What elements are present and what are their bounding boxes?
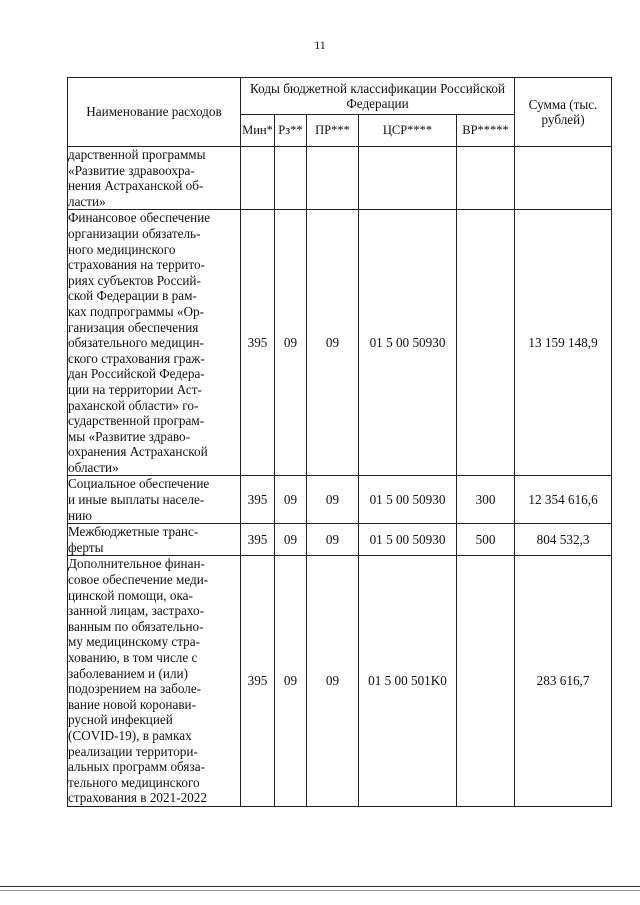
expense-name [68,476,241,524]
amount-value: 12 354 616,6 [515,476,612,524]
code-csr [359,147,457,210]
expense-name-line: страхования на террито- [68,257,205,273]
expense-name-line: области» [68,459,119,475]
expense-name-line: ского страхования граж- [68,350,205,366]
expense-name-line: русной инфекцией [68,712,173,728]
expense-name-line: тельного медицинского [68,774,200,790]
expense-name-line: цинской помощи, ока- [68,587,193,603]
expense-name-line: дарственной программы [68,147,206,162]
code-pr: 09 [307,210,359,476]
expense-name-line: ного медицинского [68,241,176,257]
header-pr: ПР*** [307,115,359,147]
code-pr: 09 [307,556,359,807]
expense-name-line: страхования в 2021-2022 [68,790,207,806]
code-vr: 500 [457,524,515,556]
expense-name-line: охранения Астраханской [68,444,208,460]
table-row [68,556,612,807]
expense-name [68,147,241,210]
code-min: 395 [241,210,275,476]
code-vr [457,556,515,807]
code-vr [457,147,515,210]
expense-name-line: ласти» [68,193,106,209]
expense-name-line: организации обязатель- [68,225,201,241]
code-pr: 09 [307,524,359,556]
expense-name-line: вание новой коронави- [68,696,197,712]
expense-name-line: реализации территори- [68,743,198,759]
amount-value [515,147,612,210]
code-pr [307,147,359,210]
code-csr: 01 5 00 501K0 [359,556,457,807]
expense-name-line: подозрением на заболе- [68,681,202,697]
expense-name-line: ганизация обеспечения [68,319,199,335]
table-row [68,476,612,524]
expense-name-line: ской Федерации в рам- [68,288,197,304]
header-csr: ЦСР**** [359,115,457,147]
budget-table [67,77,612,807]
expense-name [68,210,241,476]
expense-name-line: ферты [68,539,104,555]
expense-name-line: обязательного медицин- [68,335,204,351]
footer-rule [0,886,640,887]
expense-name-line: нию [68,507,92,523]
amount-value: 283 616,7 [515,556,612,807]
code-min: 395 [241,524,275,556]
expense-name-line: мы «Развитие здраво- [68,428,190,444]
expense-name-line: Межбюджетные транс- [68,524,199,540]
code-vr [457,210,515,476]
expense-name-line: занной лицам, застрахо- [68,603,204,619]
code-csr: 01 5 00 50930 [359,476,457,524]
code-rz [275,147,307,210]
table-body [68,147,612,807]
amount-value: 804 532,3 [515,524,612,556]
code-csr: 01 5 00 50930 [359,524,457,556]
expense-name-line: хованию, в том числе с [68,650,198,665]
table-row [68,147,612,210]
code-rz: 09 [275,556,307,807]
expense-name-line: альных программ обяза- [68,759,205,775]
expense-name-line: сударственной програм- [68,413,205,429]
header-min: Мин* [241,115,275,147]
expense-name-line: Социальное обеспечение [68,476,210,492]
page-number: 11 [314,38,326,52]
code-min: 395 [241,556,275,807]
header-sum: Сумма (тыс. рублей) [515,78,612,147]
code-vr: 300 [457,476,515,524]
expense-name-line: ции на территории Аст- [68,381,202,397]
expense-name-line: совое обеспечение меди- [68,572,209,588]
table-row [68,210,612,476]
code-min: 395 [241,476,275,524]
expense-name-line: заболеванием и (или) [68,665,188,681]
code-rz: 09 [275,210,307,476]
code-rz: 09 [275,476,307,524]
header-rz: Рз** [275,115,307,147]
expense-name-line: Дополнительное финан- [68,556,205,572]
expense-name-line: риях субъектов Россий- [68,272,201,288]
expense-name-line: ках подпрограммы «Ор- [68,303,204,319]
expense-name-line: и иные выплаты населе- [68,492,205,508]
expense-name-line: дан Российской Федера- [68,366,205,382]
expense-name [68,524,241,556]
header-vr: ВР***** [457,115,515,147]
expense-name [68,556,241,807]
code-pr: 09 [307,476,359,524]
code-min [241,147,275,210]
expense-name-line: Финансовое обеспечение [68,210,211,226]
expense-name-line: му медицинскому стра- [68,634,200,650]
header-name: Наименование расходов [68,78,241,147]
table-row [68,524,612,556]
expense-name-line: ванным по обязательно- [68,618,204,634]
expense-name-line: раханской области» го- [68,397,199,413]
expense-name-line: «Развитие здравоохра- [68,162,195,178]
header-codes: Коды бюджетной классификации Российской Федерации [241,78,515,115]
footer-rule [0,890,640,891]
code-rz: 09 [275,524,307,556]
amount-value: 13 159 148,9 [515,210,612,476]
expense-name-line: (COVID-19), в рамках [68,727,192,743]
code-csr: 01 5 00 50930 [359,210,457,476]
expense-name-line: нения Астраханской об- [68,178,204,194]
